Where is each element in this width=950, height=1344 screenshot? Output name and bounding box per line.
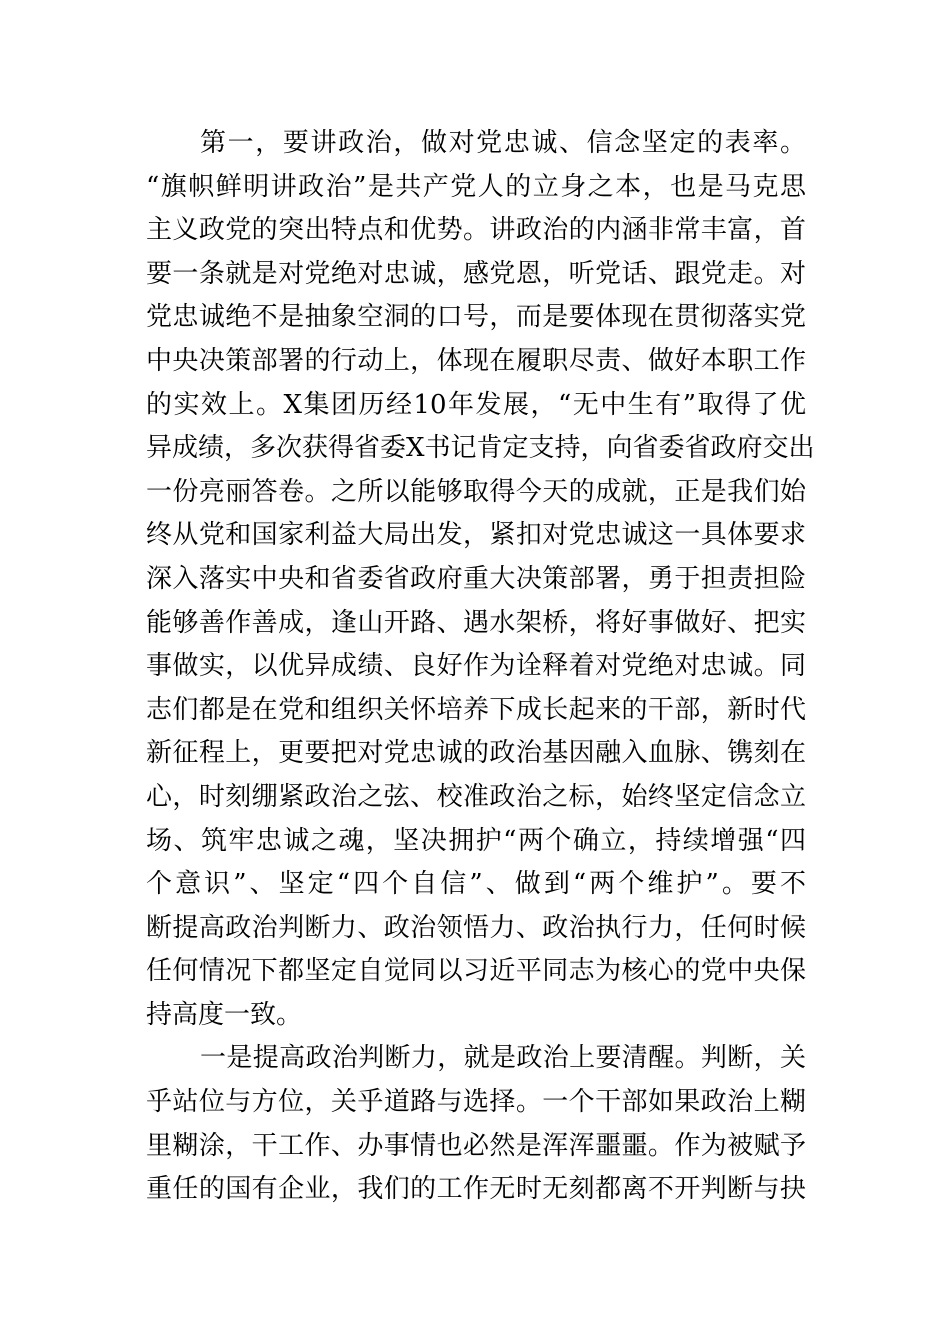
text-line: 乎站位与方位，关乎道路与选择。一个干部如果政治上糊	[146, 1087, 806, 1118]
text-line: 异成绩，多次获得省委X书记肯定支持，向省委省政府交出	[146, 433, 815, 464]
text-line: 主义政党的突出特点和优势。讲政治的内涵非常丰富，首	[146, 215, 806, 246]
text-line: 能够善作善成，逢山开路、遇水架桥，将好事做好、把实	[146, 607, 806, 638]
text-line: 事做实，以优异成绩、良好作为诠释着对党绝对忠诚。同	[146, 651, 806, 682]
text-line: 终从党和国家利益大局出发，紧扣对党忠诚这一具体要求	[146, 520, 806, 551]
text-line: 党忠诚绝不是抽象空洞的口号，而是要体现在贯彻落实党	[146, 302, 806, 333]
text-line: 深入落实中央和省委省政府重大决策部署，勇于担责担险	[146, 563, 806, 594]
text-line: 重任的国有企业，我们的工作无时无刻都离不开判断与抉	[146, 1174, 806, 1205]
text-line: 中央决策部署的行动上，体现在履职尽责、做好本职工作	[146, 345, 806, 376]
text-line: 的实效上。X集团历经10年发展，“无中生有”取得了优	[146, 389, 806, 420]
text-line: 断提高政治判断力、政治领悟力、政治执行力，任何时候	[146, 912, 806, 943]
text-line: 任何情况下都坚定自觉同以习近平同志为核心的党中央保	[146, 956, 806, 987]
document-body	[146, 122, 815, 1212]
text-line: 里糊涂，干工作、办事情也必然是浑浑噩噩。作为被赋予	[146, 1130, 806, 1161]
text-line: 一是提高政治判断力，就是政治上要清醒。判断，关	[200, 1043, 806, 1074]
text-line: 要一条就是对党绝对忠诚，感党恩，听党话、跟党走。对	[146, 258, 806, 289]
text-line: 一份亮丽答卷。之所以能够取得今天的成就，正是我们始	[146, 476, 806, 507]
text-line: 志们都是在党和组织关怀培养下成长起来的干部，新时代	[146, 694, 806, 725]
paragraph-1	[146, 122, 815, 1037]
text-line: 持高度一致。	[146, 999, 303, 1030]
text-line: 心，时刻绷紧政治之弦、校准政治之标，始终坚定信念立	[146, 781, 806, 812]
paragraph-2	[146, 1037, 806, 1211]
text-line: 场、筑牢忠诚之魂，坚决拥护“两个确立，持续增强“四	[146, 825, 806, 856]
text-line: 新征程上，更要把对党忠诚的政治基因融入血脉、镌刻在	[146, 738, 806, 769]
text-line: 个意识”、坚定“四个自信”、做到“两个维护”。要不	[146, 869, 806, 900]
text-line: 第一，要讲政治，做对党忠诚、信念坚定的表率。	[200, 128, 806, 158]
text-line: “旗帜鲜明讲政治”是共产党人的立身之本，也是马克思	[146, 171, 806, 202]
